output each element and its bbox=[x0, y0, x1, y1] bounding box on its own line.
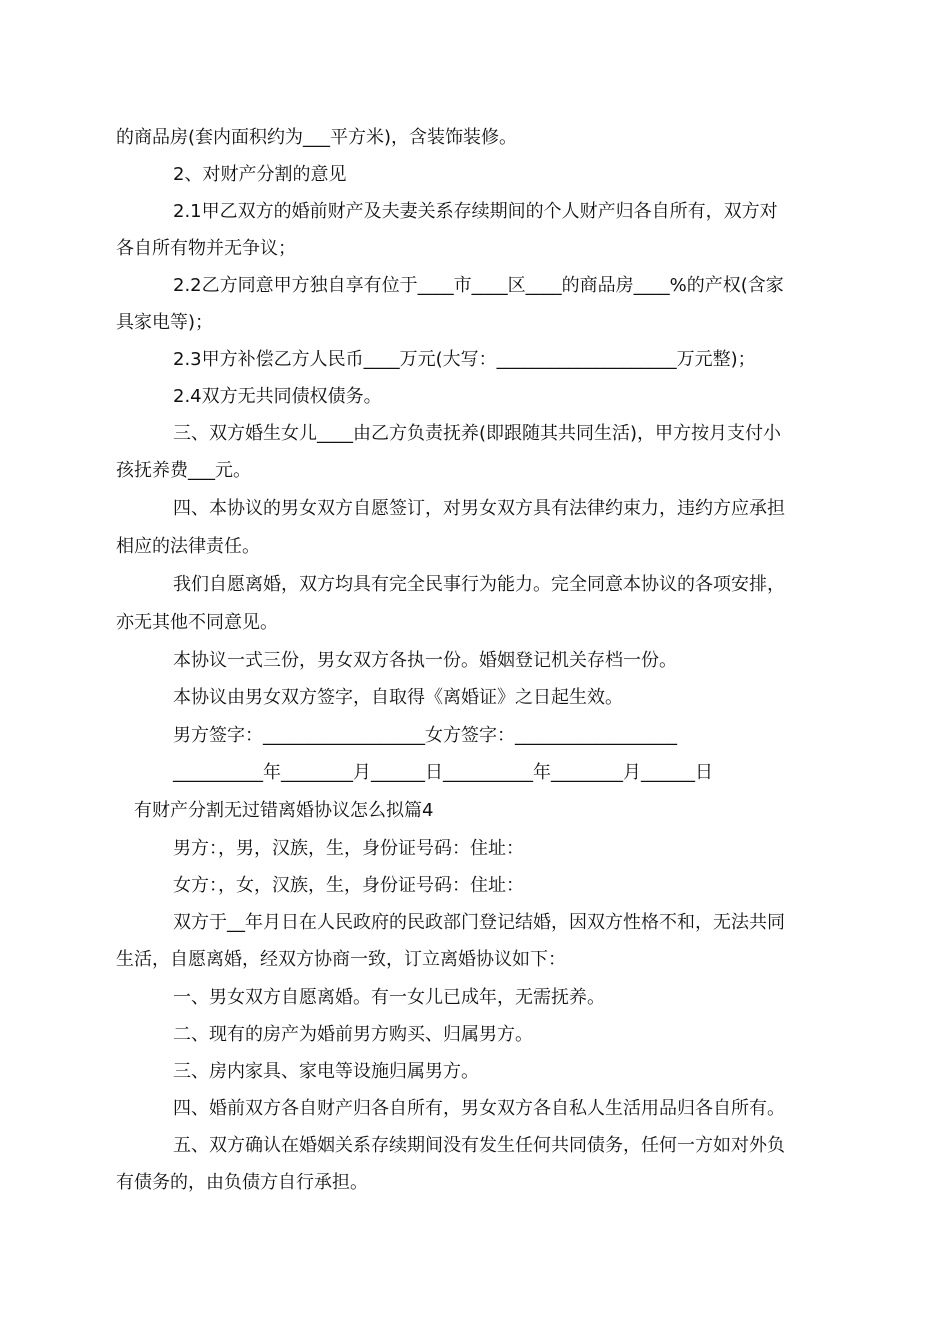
text-line: 四、婚前双方各自财产归各自所有，男女双方各自私人生活用品归各自所有。 bbox=[173, 1098, 785, 1119]
signature-line: 男方签字：__________________女方签字：__________________ bbox=[173, 725, 677, 746]
text-line: 四、本协议的男女双方自愿签订，对男女双方具有法律约束力，违约方应承担 bbox=[173, 498, 785, 519]
date-line: __________年________月______日__________年________月______日 bbox=[173, 762, 713, 783]
text-line: 生活，自愿离婚，经双方协商一致，订立离婚协议如下： bbox=[116, 949, 566, 970]
text-line: 亦无其他不同意见。 bbox=[116, 612, 278, 633]
section-heading: 2、对财产分割的意见 bbox=[173, 164, 347, 185]
text-line: 我们自愿离婚，双方均具有完全民事行为能力。完全同意本协议的各项安排， bbox=[173, 574, 785, 595]
text-line: 具家电等)； bbox=[116, 312, 214, 333]
text-line: 孩抚养费___元。 bbox=[116, 460, 251, 481]
text-line: 2.1甲乙双方的婚前财产及夫妻关系存续期间的个人财产归各自所有，双方对 bbox=[173, 201, 778, 222]
text-line: 各自所有物并无争议； bbox=[116, 238, 296, 259]
text-line: 本协议一式三份，男女双方各执一份。婚姻登记机关存档一份。 bbox=[173, 650, 677, 671]
text-line: 五、双方确认在婚姻关系存续期间没有发生任何共同债务，任何一方如对外负 bbox=[173, 1135, 785, 1156]
text-line: 本协议由男女双方签字，自取得《离婚证》之日起生效。 bbox=[173, 687, 623, 708]
text-line: 2.2乙方同意甲方独自享有位于____市____区____的商品房____%的产权(含家 bbox=[173, 275, 784, 296]
text-line: 双方于__年月日在人民政府的民政部门登记结婚，因双方性格不和，无法共同 bbox=[173, 912, 785, 933]
text-line: 2.4双方无共同债权债务。 bbox=[173, 386, 382, 407]
text-line: 一、男女双方自愿离婚。有一女儿已成年，无需抚养。 bbox=[173, 987, 605, 1008]
text-line: 2.3甲方补偿乙方人民币____万元(大写：____________________万元整)； bbox=[173, 349, 756, 370]
text-line: 三、房内家具、家电等设施归属男方。 bbox=[173, 1061, 479, 1082]
text-line: 的商品房(套内面积约为___平方米)，含装饰装修。 bbox=[116, 127, 518, 148]
text-line: 相应的法律责任。 bbox=[116, 536, 260, 557]
text-line: 二、现有的房产为婚前男方购买、归属男方。 bbox=[173, 1024, 533, 1045]
article-title: 有财产分割无过错离婚协议怎么拟篇4 bbox=[134, 800, 434, 821]
text-line: 女方：，女，汉族，生，身份证号码：住址： bbox=[173, 875, 524, 896]
text-line: 有债务的，由负债方自行承担。 bbox=[116, 1172, 368, 1193]
text-line: 男方：，男，汉族，生，身份证号码：住址： bbox=[173, 838, 524, 859]
text-line: 三、双方婚生女儿____由乙方负责抚养(即跟随其共同生活)，甲方按月支付小 bbox=[173, 423, 782, 444]
